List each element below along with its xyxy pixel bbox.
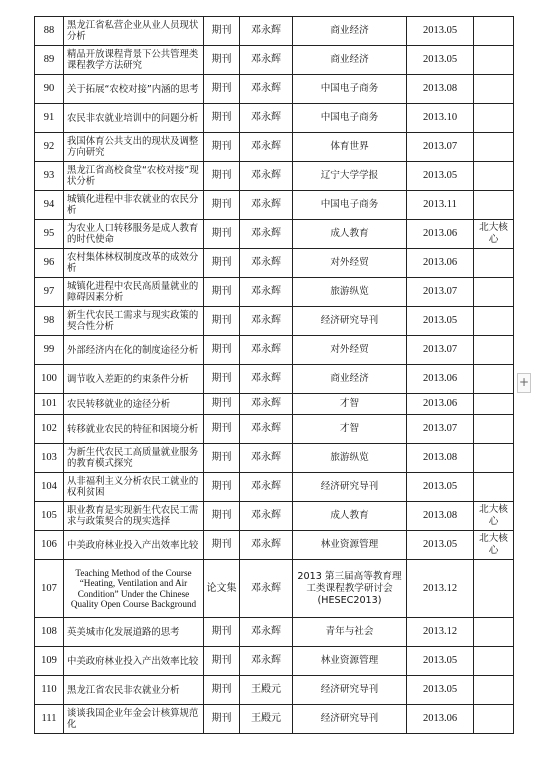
index-note xyxy=(474,191,514,220)
author-name: 邓永辉 xyxy=(240,647,293,676)
paper-title: 我国体育公共支出的现状及调整方向研究 xyxy=(64,133,204,162)
paper-title: 农村集体林权制度改革的成效分析 xyxy=(64,249,204,278)
index-note xyxy=(474,560,514,618)
paper-title: 黑龙江省私营企业从业人员现状分析 xyxy=(64,17,204,46)
publication-venue: 经济研究导刊 xyxy=(293,705,407,734)
publication-type: 期刊 xyxy=(204,336,240,365)
row-number: 95 xyxy=(35,220,64,249)
row-number: 96 xyxy=(35,249,64,278)
row-number: 106 xyxy=(35,531,64,560)
index-note: 北大核心 xyxy=(474,220,514,249)
author-name: 邓永辉 xyxy=(240,415,293,444)
publication-type: 期刊 xyxy=(204,220,240,249)
publication-venue: 2013 第三届高等教育理工类课程教学研讨会(HESEC2013) xyxy=(293,560,407,618)
author-name: 邓永辉 xyxy=(240,560,293,618)
author-name: 邓永辉 xyxy=(240,531,293,560)
row-number: 102 xyxy=(35,415,64,444)
table-row xyxy=(35,415,514,444)
index-note xyxy=(474,365,514,394)
table-row xyxy=(35,191,514,220)
paper-title: 谈谈我国企业年金会计核算规范化 xyxy=(64,705,204,734)
author-name: 邓永辉 xyxy=(240,191,293,220)
author-name: 邓永辉 xyxy=(240,618,293,647)
publication-venue: 成人教育 xyxy=(293,220,407,249)
index-note: 北大核心 xyxy=(474,531,514,560)
paper-title: 为新生代农民工高质量就业服务的教育模式探究 xyxy=(64,444,204,473)
index-note xyxy=(474,394,514,415)
publication-type: 期刊 xyxy=(204,17,240,46)
row-number: 108 xyxy=(35,618,64,647)
row-number: 104 xyxy=(35,473,64,502)
row-number: 93 xyxy=(35,162,64,191)
publication-type: 期刊 xyxy=(204,647,240,676)
publication-type: 期刊 xyxy=(204,46,240,75)
paper-title: 英美城市化发展道路的思考 xyxy=(64,618,204,647)
index-note xyxy=(474,133,514,162)
publication-venue: 林业资源管理 xyxy=(293,531,407,560)
publication-date: 2013.05 xyxy=(407,531,474,560)
table-row xyxy=(35,46,514,75)
table-row xyxy=(35,336,514,365)
row-number: 100 xyxy=(35,365,64,394)
row-number: 91 xyxy=(35,104,64,133)
publication-date: 2013.05 xyxy=(407,647,474,676)
publication-date: 2013.11 xyxy=(407,191,474,220)
table-row xyxy=(35,502,514,531)
author-name: 邓永辉 xyxy=(240,502,293,531)
author-name: 邓永辉 xyxy=(240,307,293,336)
publication-venue: 对外经贸 xyxy=(293,249,407,278)
publication-type: 论文集 xyxy=(204,560,240,618)
row-number: 99 xyxy=(35,336,64,365)
index-note xyxy=(474,705,514,734)
publication-date: 2013.08 xyxy=(407,444,474,473)
author-name: 邓永辉 xyxy=(240,473,293,502)
author-name: 邓永辉 xyxy=(240,46,293,75)
table-row xyxy=(35,249,514,278)
author-name: 邓永辉 xyxy=(240,220,293,249)
publication-date: 2013.07 xyxy=(407,278,474,307)
row-number: 109 xyxy=(35,647,64,676)
index-note xyxy=(474,336,514,365)
table-row xyxy=(35,278,514,307)
publication-type: 期刊 xyxy=(204,473,240,502)
index-note xyxy=(474,249,514,278)
publication-venue: 辽宁大学学报 xyxy=(293,162,407,191)
table-row xyxy=(35,162,514,191)
publication-date: 2013.05 xyxy=(407,307,474,336)
paper-title: 关于拓展“农校对接”内涵的思考 xyxy=(64,75,204,104)
index-note xyxy=(474,307,514,336)
paper-title: 农民转移就业的途径分析 xyxy=(64,394,204,415)
row-number: 98 xyxy=(35,307,64,336)
publication-date: 2013.05 xyxy=(407,473,474,502)
row-number: 89 xyxy=(35,46,64,75)
table-row xyxy=(35,531,514,560)
publication-venue: 经济研究导刊 xyxy=(293,307,407,336)
row-number: 111 xyxy=(35,705,64,734)
author-name: 邓永辉 xyxy=(240,365,293,394)
publication-type: 期刊 xyxy=(204,307,240,336)
publication-type: 期刊 xyxy=(204,415,240,444)
paper-title: 外部经济内在化的制度途径分析 xyxy=(64,336,204,365)
publication-date: 2013.12 xyxy=(407,618,474,647)
publication-venue: 商业经济 xyxy=(293,17,407,46)
paper-title: 调节收入差距的约束条件分析 xyxy=(64,365,204,394)
publication-venue: 中国电子商务 xyxy=(293,75,407,104)
paper-title: 黑龙江省高校食堂“农校对接”现状分析 xyxy=(64,162,204,191)
paper-title: 中美政府林业投入产出效率比较 xyxy=(64,531,204,560)
row-number: 107 xyxy=(35,560,64,618)
index-note xyxy=(474,17,514,46)
publication-venue: 中国电子商务 xyxy=(293,191,407,220)
publication-type: 期刊 xyxy=(204,249,240,278)
publication-date: 2013.06 xyxy=(407,394,474,415)
row-number: 94 xyxy=(35,191,64,220)
row-number: 105 xyxy=(35,502,64,531)
row-number: 103 xyxy=(35,444,64,473)
author-name: 邓永辉 xyxy=(240,394,293,415)
table-row xyxy=(35,444,514,473)
table-row xyxy=(35,75,514,104)
publication-table xyxy=(34,16,514,734)
index-note xyxy=(474,444,514,473)
table-row xyxy=(35,307,514,336)
paper-title: 新生代农民工需求与现实政策的契合性分析 xyxy=(64,307,204,336)
publication-date: 2013.10 xyxy=(407,104,474,133)
author-name: 邓永辉 xyxy=(240,75,293,104)
publication-venue: 中国电子商务 xyxy=(293,104,407,133)
row-number: 92 xyxy=(35,133,64,162)
publication-venue: 对外经贸 xyxy=(293,336,407,365)
table-row xyxy=(35,365,514,394)
index-note xyxy=(474,676,514,705)
publication-type: 期刊 xyxy=(204,191,240,220)
publication-type: 期刊 xyxy=(204,676,240,705)
publication-type: 期刊 xyxy=(204,365,240,394)
add-column-handle[interactable]: + xyxy=(517,373,531,393)
publication-venue: 成人教育 xyxy=(293,502,407,531)
row-number: 88 xyxy=(35,17,64,46)
author-name: 邓永辉 xyxy=(240,249,293,278)
table-row xyxy=(35,705,514,734)
table-row xyxy=(35,220,514,249)
publication-type: 期刊 xyxy=(204,531,240,560)
publication-date: 2013.06 xyxy=(407,220,474,249)
publication-date: 2013.08 xyxy=(407,502,474,531)
paper-title: 城镇化进程中非农就业的农民分析 xyxy=(64,191,204,220)
publication-type: 期刊 xyxy=(204,618,240,647)
paper-title: 为农业人口转移服务是成人教育的时代使命 xyxy=(64,220,204,249)
author-name: 邓永辉 xyxy=(240,278,293,307)
publication-venue: 商业经济 xyxy=(293,365,407,394)
publication-date: 2013.05 xyxy=(407,676,474,705)
table-row xyxy=(35,394,514,415)
publication-date: 2013.05 xyxy=(407,17,474,46)
publication-type: 期刊 xyxy=(204,394,240,415)
publication-date: 2013.08 xyxy=(407,75,474,104)
publication-date: 2013.12 xyxy=(407,560,474,618)
index-note xyxy=(474,473,514,502)
index-note xyxy=(474,75,514,104)
paper-title: 农民非农就业培训中的问题分析 xyxy=(64,104,204,133)
publication-venue: 体育世界 xyxy=(293,133,407,162)
publication-date: 2013.05 xyxy=(407,46,474,75)
index-note xyxy=(474,278,514,307)
paper-title: 从非福利主义分析农民工就业的权利贫困 xyxy=(64,473,204,502)
publication-venue: 旅游纵览 xyxy=(293,444,407,473)
publication-date: 2013.06 xyxy=(407,365,474,394)
publication-date: 2013.06 xyxy=(407,705,474,734)
table-row xyxy=(35,647,514,676)
table-row xyxy=(35,676,514,705)
publication-venue: 林业资源管理 xyxy=(293,647,407,676)
paper-title: 精品开放课程背景下公共管理类课程教学方法研究 xyxy=(64,46,204,75)
row-number: 90 xyxy=(35,75,64,104)
paper-title: 中美政府林业投入产出效率比较 xyxy=(64,647,204,676)
author-name: 邓永辉 xyxy=(240,17,293,46)
index-note xyxy=(474,618,514,647)
publication-venue: 旅游纵览 xyxy=(293,278,407,307)
table-row xyxy=(35,133,514,162)
publication-type: 期刊 xyxy=(204,502,240,531)
publication-type: 期刊 xyxy=(204,444,240,473)
paper-title: 转移就业农民的特征和困境分析 xyxy=(64,415,204,444)
publication-type: 期刊 xyxy=(204,75,240,104)
publication-venue: 经济研究导刊 xyxy=(293,676,407,705)
author-name: 邓永辉 xyxy=(240,444,293,473)
publication-venue: 商业经济 xyxy=(293,46,407,75)
publication-type: 期刊 xyxy=(204,705,240,734)
publication-venue: 经济研究导刊 xyxy=(293,473,407,502)
index-note xyxy=(474,46,514,75)
author-name: 邓永辉 xyxy=(240,133,293,162)
publication-type: 期刊 xyxy=(204,133,240,162)
author-name: 王殿元 xyxy=(240,676,293,705)
publication-date: 2013.07 xyxy=(407,336,474,365)
publication-date: 2013.07 xyxy=(407,133,474,162)
publication-venue: 青年与社会 xyxy=(293,618,407,647)
paper-title: 城镇化进程中农民高质量就业的障碍因素分析 xyxy=(64,278,204,307)
publication-venue: 才智 xyxy=(293,394,407,415)
publication-date: 2013.06 xyxy=(407,249,474,278)
paper-title: 黑龙江省农民非农就业分析 xyxy=(64,676,204,705)
publication-date: 2013.07 xyxy=(407,415,474,444)
index-note xyxy=(474,104,514,133)
publication-date: 2013.05 xyxy=(407,162,474,191)
paper-title: Teaching Method of the Course “Heating, Ventilation and Air Condition” Under the Chinese Quality Open Course Background xyxy=(64,560,204,618)
table-row xyxy=(35,104,514,133)
publication-venue: 才智 xyxy=(293,415,407,444)
publication-type: 期刊 xyxy=(204,278,240,307)
row-number: 110 xyxy=(35,676,64,705)
publication-type: 期刊 xyxy=(204,162,240,191)
index-note: 北大核心 xyxy=(474,502,514,531)
author-name: 王殿元 xyxy=(240,705,293,734)
table-row xyxy=(35,560,514,618)
table-row xyxy=(35,473,514,502)
table-row xyxy=(35,618,514,647)
author-name: 邓永辉 xyxy=(240,104,293,133)
author-name: 邓永辉 xyxy=(240,162,293,191)
row-number: 97 xyxy=(35,278,64,307)
publication-type: 期刊 xyxy=(204,104,240,133)
index-note xyxy=(474,647,514,676)
table-row xyxy=(35,17,514,46)
author-name: 邓永辉 xyxy=(240,336,293,365)
paper-title: 职业教育是实现新生代农民工需求与政策契合的现实选择 xyxy=(64,502,204,531)
index-note xyxy=(474,415,514,444)
row-number: 101 xyxy=(35,394,64,415)
index-note xyxy=(474,162,514,191)
